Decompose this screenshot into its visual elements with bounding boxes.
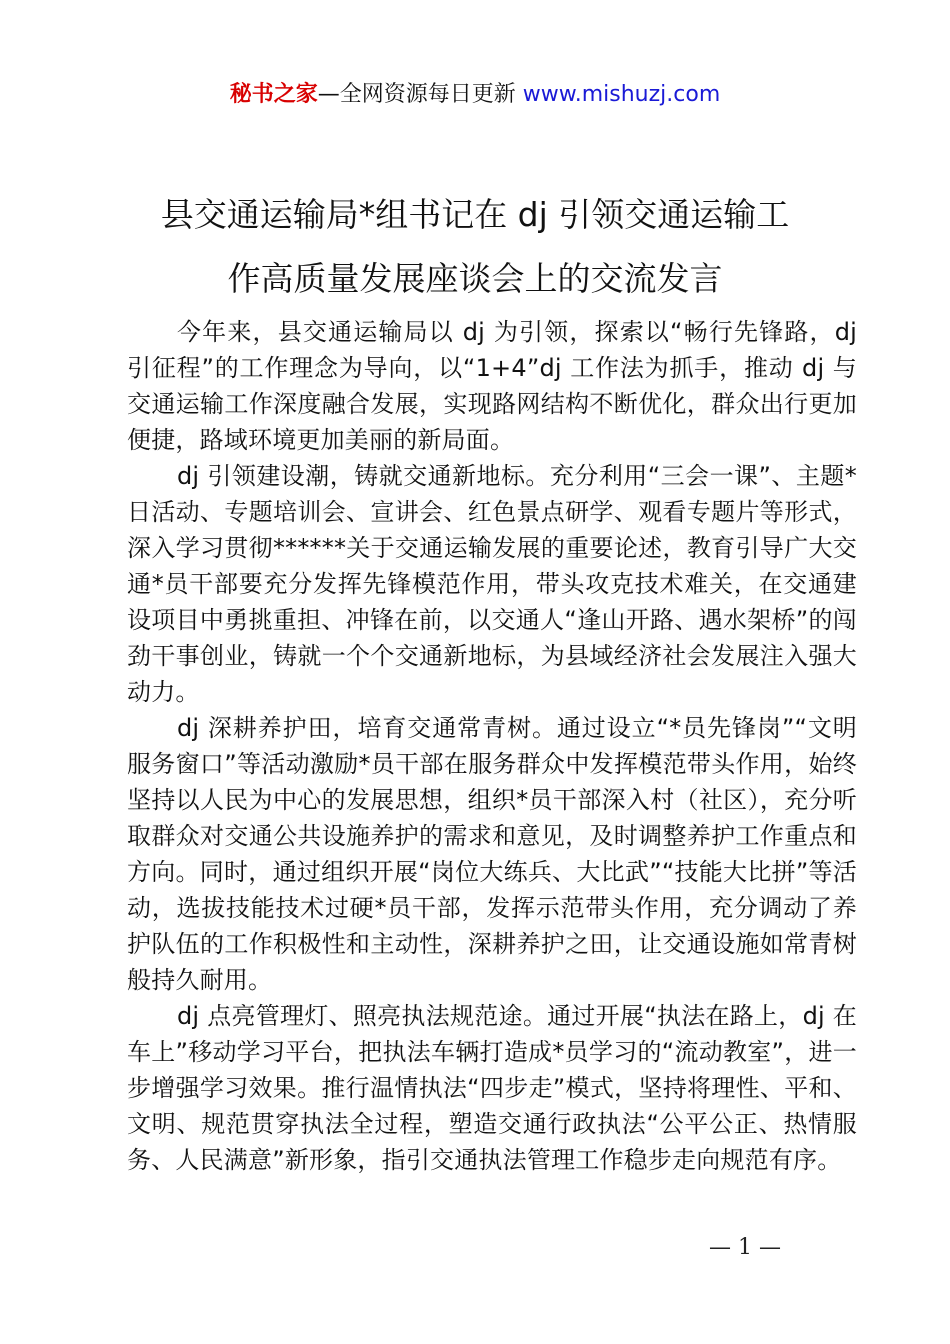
site-tagline: —全网资源每日更新 [317, 82, 516, 107]
page-number: — 1 — [709, 1235, 781, 1260]
paragraph-enforcement: dj 点亮管理灯、照亮执法规范途。通过开展“执法在路上，dj 在车上”移动学习平台，把执法车辆打造成*员学习的“流动教室”，进一步增强学习效果。推行温情执法“四步走”模式，坚持将理性、平和、文明、规范贯穿执法全过程，塑造交通行政执法“公平公正、热情服务、人民满意”新形象，指引交通执法管理工作稳步走向规范有序。 [127, 1002, 857, 1174]
paragraph-maintenance: dj 深耕养护田，培育交通常青树。通过设立“*员先锋岗”“文明服务窗口”等活动激励*员干部在服务群众中发挥模范带头作用，始终坚持以人民为中心的发展思想，组织*员干部深入村（社区），充分听取群众对交通公共设施养护的需求和意见，及时调整养护工作重点和方向。同时，通过组织开展“岗位大练兵、大比武”“技能大比拼”等活动，选拔技能技术过硬*员干部，发挥示范带头作用，充分调动了养护队伍的工作积极性和主动性，深耕养护之田，让交通设施如常青树般持久耐用。 [127, 714, 857, 994]
paragraph-intro: 今年来，县交通运输局以 dj 为引领，探索以“畅行先锋路，dj 引征程”的工作理念为导向，以“1+4”dj 工作法为抓手，推动 dj 与交通运输工作深度融合发展，实现路网结构不断优化，群众出行更加便捷，路域环境更加美丽的新局面。 [127, 318, 857, 454]
document-title-line-1: 县交通运输局*组书记在 dj 引领交通运输工 [160, 195, 790, 234]
document-body [127, 314, 857, 1178]
site-brand: 秘书之家 [229, 82, 318, 107]
document-title-line-2: 作高质量发展座谈会上的交流发言 [227, 259, 723, 298]
site-header [0, 80, 950, 110]
site-url-link[interactable]: www.mishuzj.com [522, 82, 721, 107]
document-title [90, 183, 860, 311]
paragraph-construction: dj 引领建设潮，铸就交通新地标。充分利用“三会一课”、主题*日活动、专题培训会、宣讲会、红色景点研学、观看专题片等形式，深入学习贯彻******关于交通运输发展的重要论述，教育引导广大交通*员干部要充分发挥先锋模范作用，带头攻克技术难关，在交通建设项目中勇挑重担、冲锋在前，以交通人“逢山开路、遇水架桥”的闯劲干事创业，铸就一个个交通新地标，为县域经济社会发展注入强大动力。 [127, 462, 857, 706]
